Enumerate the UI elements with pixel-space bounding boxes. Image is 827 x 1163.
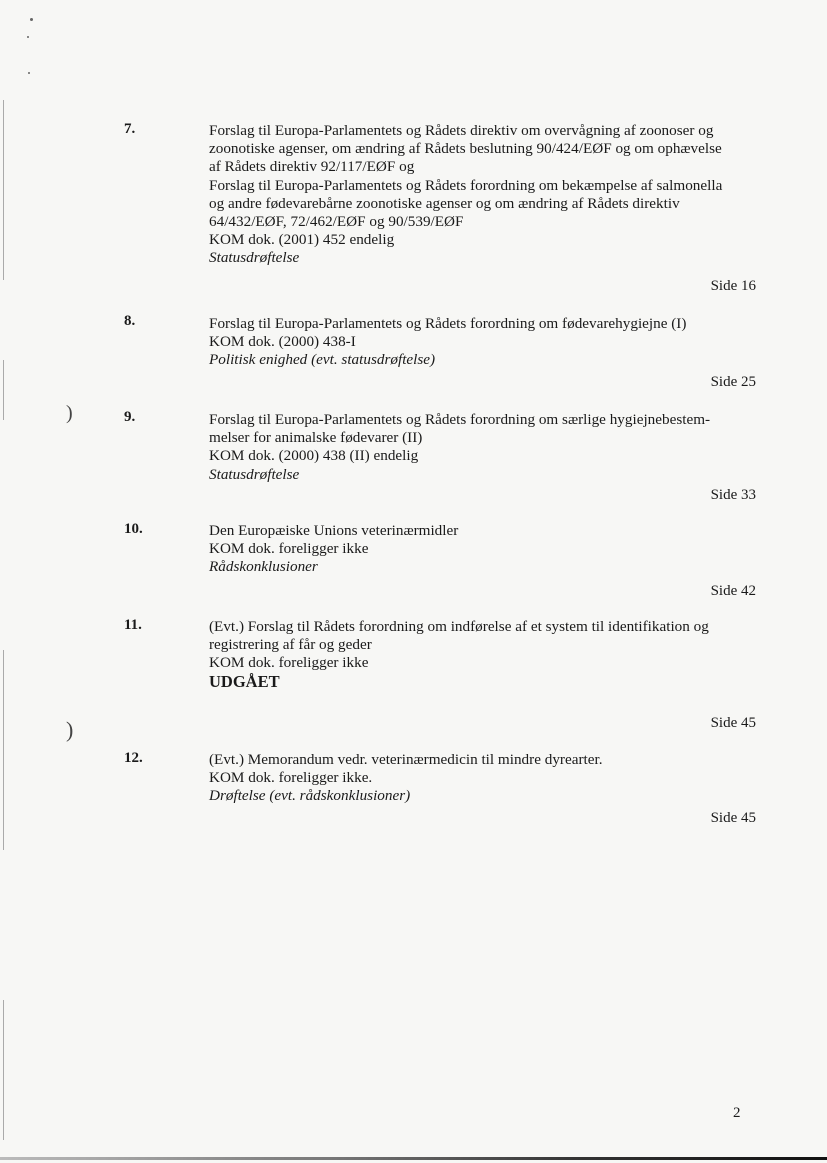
item-description [209, 411, 779, 484]
item-line: Forslag til Europa-Parlamentets og Rådets forordning om fødevarehygiejne (I) [209, 315, 687, 332]
item-line: og andre fødevarebårne zoonotiske agenser og om ændring af Rådets direktiv [209, 194, 680, 212]
scan-speck [30, 18, 33, 21]
page-reference: Side 45 [710, 810, 756, 826]
item-status: UDGÅET [209, 671, 280, 691]
item-status: Rådskonklusioner [209, 558, 318, 576]
item-line: (Evt.) Memorandum vedr. veterinærmedicin til mindre dyrearter. [209, 751, 603, 768]
item-line: zoonotiske agenser, om ændring af Rådets beslutning 90/424/EØF og om ophævelse [209, 140, 722, 158]
page-reference: Side 33 [710, 487, 756, 503]
item-number: 7. [124, 121, 136, 137]
punch-hole-mark: ) [66, 402, 73, 424]
item-number: 11. [124, 617, 142, 633]
scan-edge-line [3, 360, 4, 420]
item-line: Forslag til Europa-Parlamentets og Rådets forordning om særlige hygiejnebestem- [209, 411, 711, 428]
item-line: 64/432/EØF, 72/462/EØF og 90/539/EØF [209, 213, 464, 231]
scan-speck [28, 72, 30, 74]
page-reference: Side 42 [710, 583, 756, 599]
item-status: Drøftelse (evt. rådskonklusioner) [209, 787, 411, 805]
scan-edge-line [3, 100, 4, 280]
item-status: Politisk enighed (evt. statusdrøftelse) [209, 351, 436, 369]
punch-hole-mark: ) [66, 717, 74, 742]
item-description [209, 522, 779, 577]
page-number: 2 [733, 1105, 741, 1121]
item-description [209, 751, 779, 806]
item-line: af Rådets direktiv 92/117/EØF og [209, 158, 415, 176]
scan-speck [27, 36, 29, 38]
page-reference: Side 45 [710, 715, 756, 731]
item-description [209, 618, 779, 691]
item-description [209, 315, 779, 370]
item-description [209, 122, 779, 268]
item-number: 8. [124, 313, 136, 329]
scan-edge-line [3, 1000, 4, 1140]
item-number: 10. [124, 521, 143, 537]
item-line: registrering af får og geder [209, 636, 372, 654]
page-reference: Side 25 [710, 374, 756, 390]
item-line: KOM dok. foreligger ikke [209, 540, 369, 558]
page-reference: Side 16 [710, 278, 756, 294]
item-line: (Evt.) Forslag til Rådets forordning om indførelse af et system til identifikation og [209, 618, 709, 635]
item-number: 12. [124, 750, 143, 766]
item-status: Statusdrøftelse [209, 249, 300, 267]
bottom-scan-edge [0, 1157, 827, 1160]
item-line: Forslag til Europa-Parlamentets og Rådets forordning om bekæmpelse af salmonella [209, 176, 723, 194]
item-status: Statusdrøftelse [209, 465, 300, 483]
item-line: Den Europæiske Unions veterinærmidler [209, 522, 459, 539]
item-line: KOM dok. (2000) 438-I [209, 333, 356, 351]
item-line: KOM dok. (2001) 452 endelig [209, 231, 395, 249]
item-line: KOM dok. (2000) 438 (II) endelig [209, 447, 419, 465]
item-line: Forslag til Europa-Parlamentets og Rådets direktiv om overvågning af zoonoser og [209, 122, 714, 139]
item-line: melser for animalske fødevarer (II) [209, 429, 423, 447]
scan-edge-line [3, 650, 4, 850]
item-number: 9. [124, 409, 136, 425]
item-line: KOM dok. foreligger ikke [209, 654, 369, 672]
item-line: KOM dok. foreligger ikke. [209, 769, 373, 787]
